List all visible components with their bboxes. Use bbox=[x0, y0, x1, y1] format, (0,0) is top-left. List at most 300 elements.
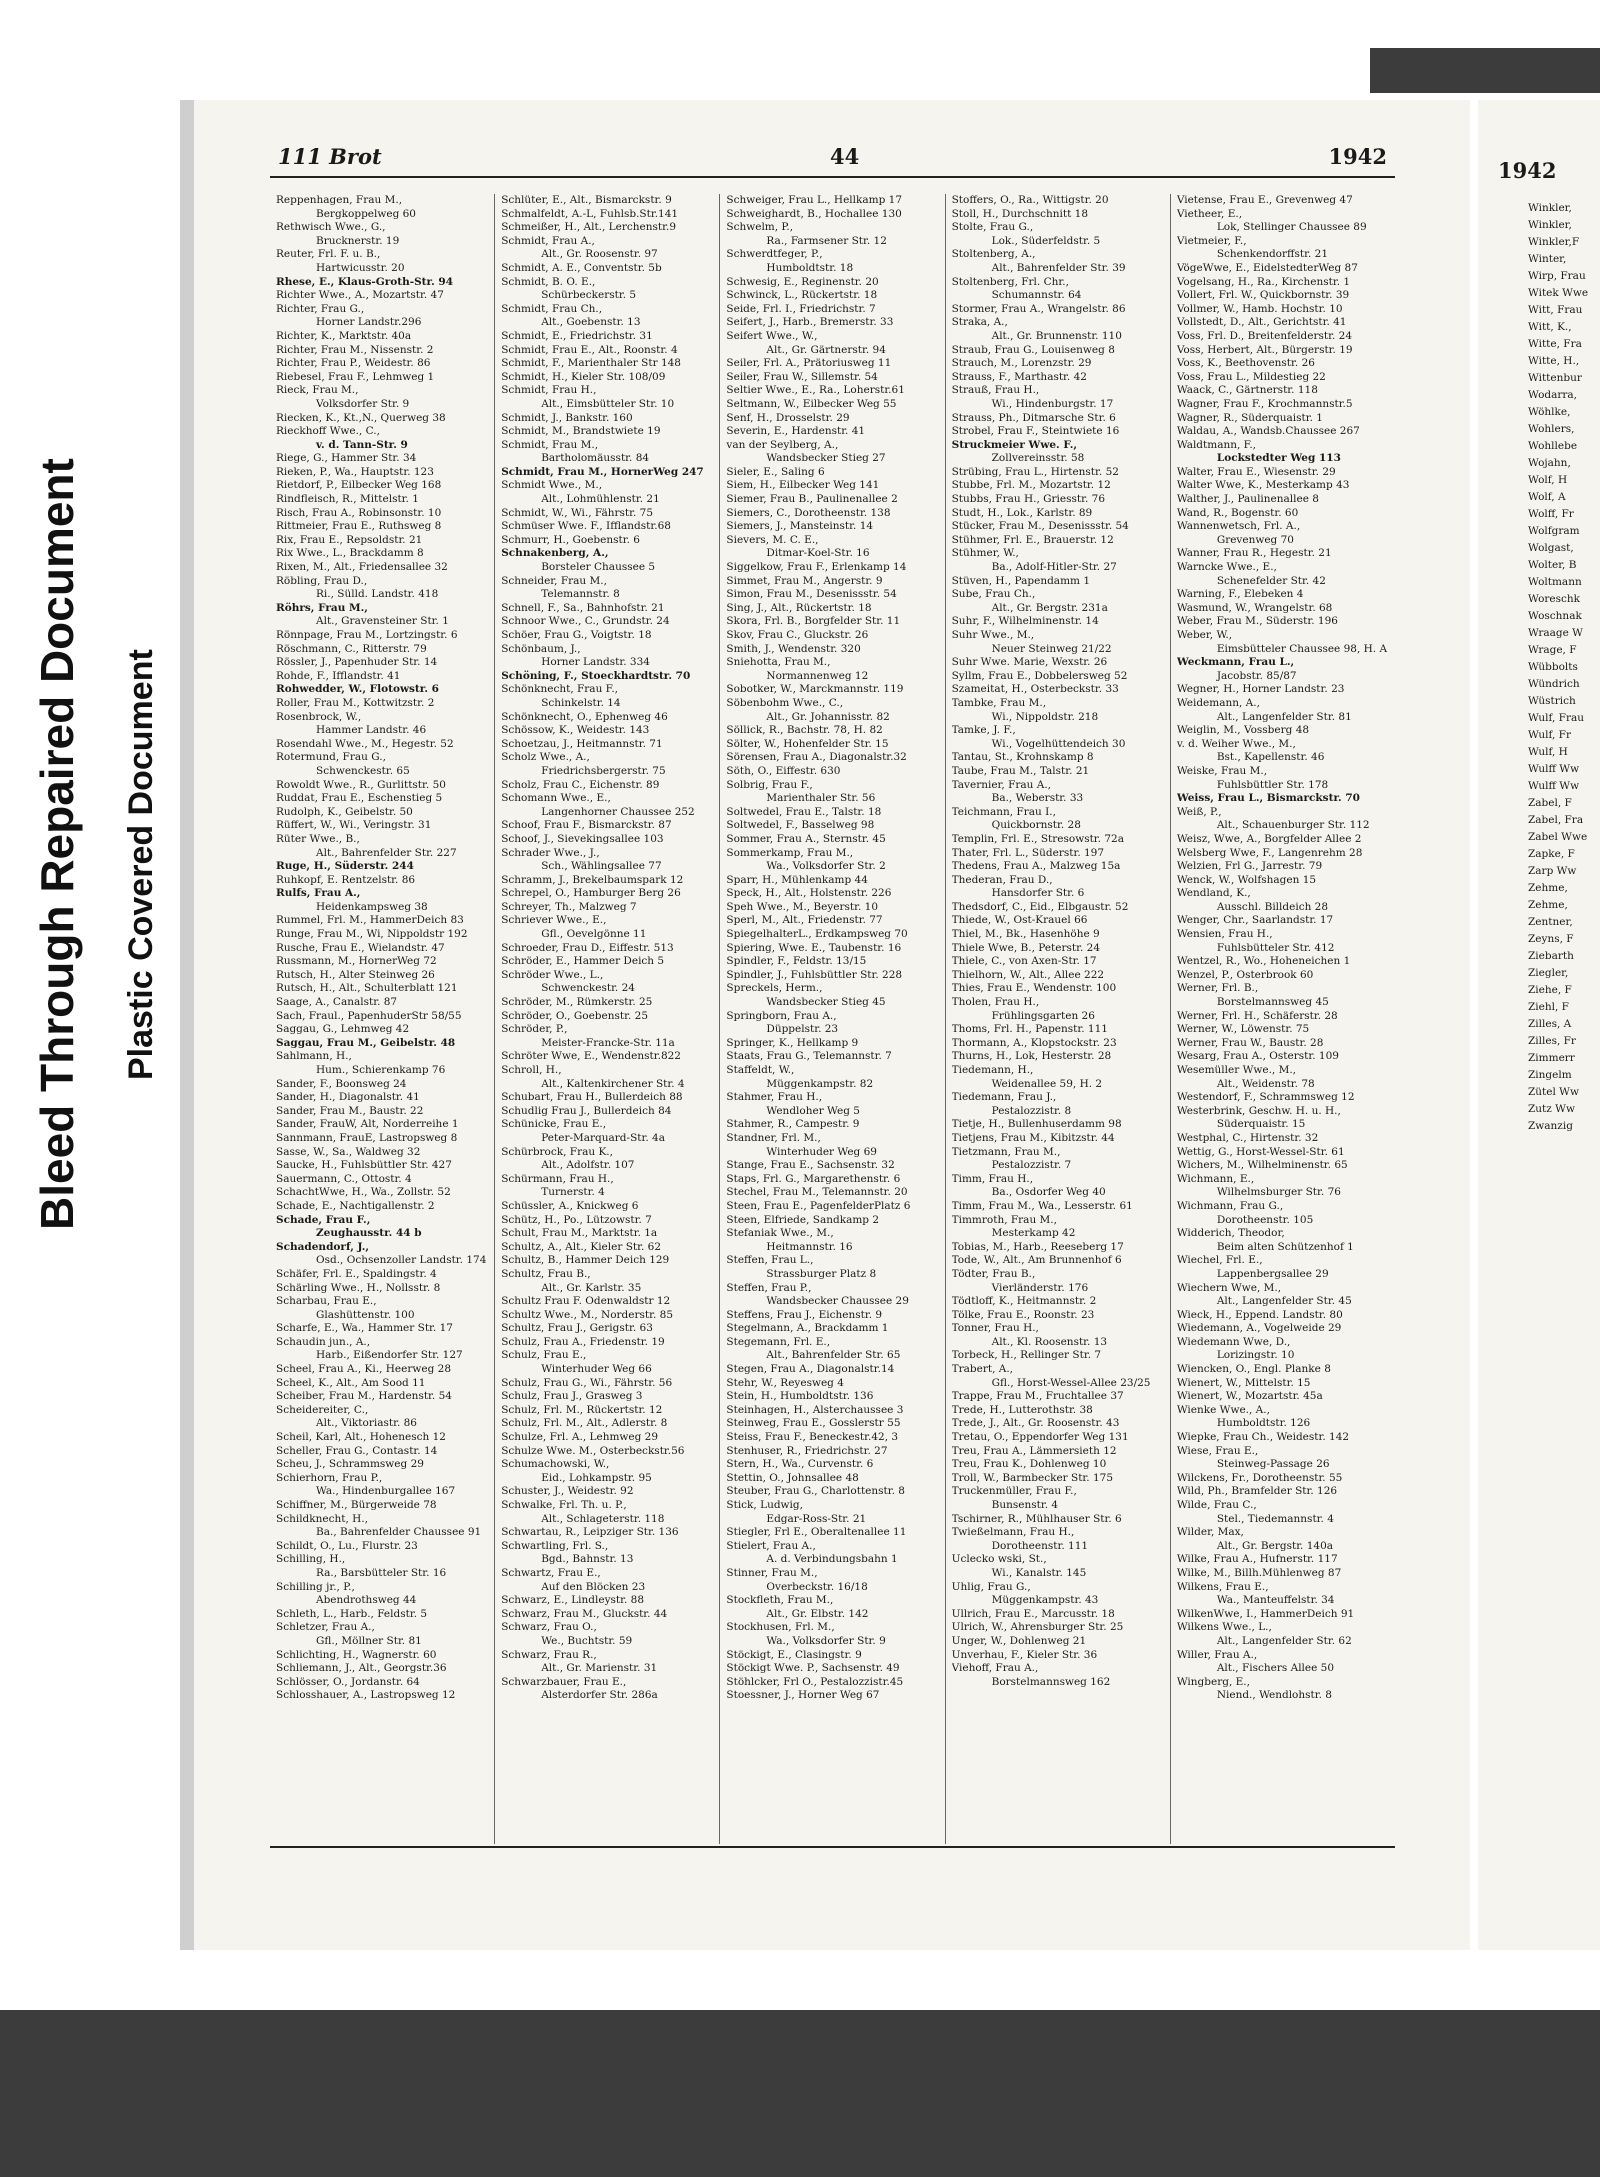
directory-entry: Seltmann, W., Eilbecker Weg 55 bbox=[726, 397, 897, 410]
directory-entry: Alt., Gr. Elbstr. 142 bbox=[766, 1607, 869, 1620]
directory-entry: Schwartling, Frl. S., bbox=[501, 1539, 609, 1552]
directory-entry: Rohwedder, W., Flotowstr. 6 bbox=[276, 683, 439, 696]
directory-entry: Stegen, Frau A., Diagonalstr.14 bbox=[726, 1363, 895, 1376]
directory-entry: Horner Landstr.296 bbox=[316, 316, 422, 329]
directory-entry: Uclecko wski, St., bbox=[951, 1553, 1047, 1566]
directory-entry: Schweighardt, B., Hochallee 130 bbox=[726, 207, 902, 220]
directory-entry: Schneider, Frau M., bbox=[501, 574, 607, 587]
directory-entry: Gfl., Horst-Wessel-Allee 23/25 bbox=[991, 1376, 1151, 1389]
directory-entry: v. d. Weiher Wwe., M., bbox=[1176, 737, 1296, 750]
directory-entry: Trede, J., Alt., Gr. Roosenstr. 43 bbox=[951, 1417, 1120, 1430]
directory-entry: Wieck, H., Eppend. Landstr. 80 bbox=[1176, 1308, 1343, 1321]
directory-entry: Stegemann, Frl. E., bbox=[726, 1335, 831, 1348]
adjacent-page-entry: Zentner, bbox=[1528, 916, 1573, 928]
directory-entry: Wiedemann, A., Vogelweide 29 bbox=[1176, 1322, 1342, 1335]
adjacent-page-entry: Ziehe, F bbox=[1528, 984, 1572, 996]
directory-entry: Tietzmann, Frau M., bbox=[951, 1145, 1061, 1158]
directory-entry: Stüven, H., Papendamm 1 bbox=[951, 574, 1091, 587]
adjacent-page-entry: Zingelm bbox=[1528, 1069, 1572, 1081]
adjacent-page-entry: Witt, K., bbox=[1528, 321, 1572, 333]
directory-entry: Normannenweg 12 bbox=[766, 669, 869, 682]
directory-entry: Thederan, Frau D., bbox=[951, 873, 1053, 886]
directory-entry: Dorotheenstr. 105 bbox=[1216, 1213, 1314, 1226]
directory-entry: Stoll, H., Durchschnitt 18 bbox=[951, 207, 1089, 220]
directory-entry: Rulfs, Frau A., bbox=[276, 887, 361, 900]
directory-entry: v. d. Tann-Str. 9 bbox=[316, 438, 408, 451]
directory-entry: Wendloher Weg 5 bbox=[766, 1104, 860, 1117]
adjacent-page-entry: Zehme, bbox=[1528, 882, 1568, 894]
directory-entry: Risch, Frau A., Robinsonstr. 10 bbox=[276, 506, 442, 519]
directory-entry: Siemers, C., Dorotheenstr. 138 bbox=[726, 506, 891, 519]
directory-entry: Wiechel, Frl. E., bbox=[1176, 1254, 1263, 1267]
directory-entry: Stöhlcker, Frl O., Pestalozzistr.45 bbox=[726, 1675, 904, 1688]
adjacent-page-year: 1942 bbox=[1498, 158, 1557, 183]
directory-entry: Mesterkamp 42 bbox=[991, 1227, 1076, 1240]
directory-entry: Schärling Wwe., H., Nollsstr. 8 bbox=[276, 1281, 441, 1294]
directory-entry: Osd., Ochsenzoller Landstr. 174 bbox=[316, 1254, 487, 1267]
directory-entry: Schade, Frau F., bbox=[276, 1213, 371, 1226]
directory-entry: Stormer, Frau A., Wrangelstr. 86 bbox=[951, 302, 1126, 315]
directory-entry: Schriever Wwe., E., bbox=[501, 914, 607, 927]
directory-entry: Steinweg, Frau E., Gosslerstr 55 bbox=[726, 1417, 901, 1430]
directory-entry: Röbling, Frau D., bbox=[276, 574, 368, 587]
adjacent-page-entry: Wulf, Fr bbox=[1528, 729, 1571, 741]
adjacent-page-entry: Zabel, F bbox=[1528, 797, 1572, 809]
directory-entry: Schumachowski, W., bbox=[501, 1458, 610, 1471]
directory-entry: Schulz, Frl. M., Alt., Adlerstr. 8 bbox=[501, 1417, 668, 1430]
directory-entry: Unverhau, F., Kieler Str. 36 bbox=[951, 1648, 1098, 1661]
directory-entry: Twießelmann, Frau H., bbox=[951, 1526, 1075, 1539]
directory-entry: Schulz, Frau A., Friedenstr. 19 bbox=[501, 1335, 665, 1348]
directory-entry: Abendrothsweg 44 bbox=[316, 1594, 417, 1607]
directory-entry: Schmidt, Frau M., bbox=[501, 438, 599, 451]
directory-entry: Scheidereiter, C., bbox=[276, 1403, 369, 1416]
directory-entry: Alt., Gravensteiner Str. 1 bbox=[316, 615, 449, 628]
adjacent-page-entry: Witt, Frau bbox=[1528, 304, 1583, 316]
directory-entry: Wasmund, W., Wrangelstr. 68 bbox=[1176, 601, 1333, 614]
directory-entry: Syllm, Frau E., Dobbelersweg 52 bbox=[951, 669, 1128, 682]
directory-entry: Rix Wwe., L., Brackdamm 8 bbox=[276, 547, 424, 560]
adjacent-page-entry: Wolgast, bbox=[1528, 542, 1574, 554]
directory-entry: Rieken, P., Wa., Hauptstr. 123 bbox=[276, 465, 434, 478]
directory-entry: Richter Wwe., A., Mozartstr. 47 bbox=[276, 289, 444, 302]
directory-entry: Staffeldt, W., bbox=[726, 1064, 795, 1076]
directory-entry: Rössler, J., Papenhuder Str. 14 bbox=[276, 656, 438, 669]
directory-entry: Schulze, Frl. A., Lehmweg 29 bbox=[501, 1431, 659, 1444]
directory-entry: Alt., Schlageterstr. 118 bbox=[541, 1512, 665, 1525]
header-page-number: 44 bbox=[830, 144, 860, 169]
directory-entry: Schadendorf, J., bbox=[276, 1240, 370, 1253]
directory-entry: Schoetzau, J., Heitmannstr. 71 bbox=[501, 737, 663, 750]
adjacent-page-entry: Winkler,F bbox=[1528, 236, 1580, 248]
adjacent-page-entry: Zeyns, F bbox=[1528, 933, 1574, 945]
directory-entry: Schönknecht, O., Ephenweg 46 bbox=[501, 710, 668, 723]
directory-entry: Schmidt, Frau A., bbox=[501, 234, 595, 247]
directory-entry: Springborn, Frau A., bbox=[726, 1009, 837, 1022]
directory-entry: Stücker, Frau M., Desenissstr. 54 bbox=[951, 520, 1129, 533]
adjacent-page-entries bbox=[1528, 200, 1600, 1135]
directory-entry: Ra., Farmsener Str. 12 bbox=[766, 234, 887, 247]
directory-entry: Thormann, A., Klopstockstr. 23 bbox=[951, 1036, 1117, 1049]
directory-entry: Schwalke, Frl. Th. u. P., bbox=[501, 1499, 627, 1511]
adjacent-page-entry: Wulff Ww bbox=[1528, 763, 1580, 775]
directory-entry: Russmann, M., HornerWeg 72 bbox=[276, 955, 437, 968]
directory-entry: Stoltenberg, A., bbox=[951, 248, 1036, 261]
directory-entry: Ulrich, W., Ahrensburger Str. 25 bbox=[951, 1621, 1124, 1634]
directory-entry: Schoof, Frau F., Bismarckstr. 87 bbox=[501, 819, 672, 832]
directory-entry: Schulz, Frau E., bbox=[501, 1349, 587, 1362]
adjacent-page-entry: Woschnak bbox=[1528, 610, 1582, 622]
directory-entry: Tode, W., Alt., Am Brunnenhof 6 bbox=[951, 1254, 1122, 1267]
adjacent-page-entry: Wojahn, bbox=[1528, 457, 1571, 469]
directory-entry: Schaudin jun., A., bbox=[276, 1335, 371, 1348]
directory-entry: Werner, Frl. H., Schäferstr. 28 bbox=[1176, 1009, 1338, 1022]
directory-entry: Wagner, R., Süderquaistr. 1 bbox=[1176, 411, 1323, 424]
directory-entry: Rudolph, K., Geibelstr. 50 bbox=[276, 805, 413, 818]
directory-entry: Fuhlsbüttler Str. 178 bbox=[1216, 778, 1329, 791]
directory-entry: Suhr, F., Wilhelminenstr. 14 bbox=[951, 615, 1099, 628]
directory-entry: SpiegelhalterL., Erdkampsweg 70 bbox=[726, 928, 908, 941]
directory-entry: Wiepke, Frau Ch., Weidestr. 142 bbox=[1176, 1431, 1350, 1444]
directory-entry: Schulze Wwe. M., Osterbeckstr.56 bbox=[501, 1444, 685, 1457]
directory-entry: Tietjens, Frau M., Kibitzstr. 44 bbox=[951, 1131, 1115, 1144]
directory-entry: Voss, Herbert, Alt., Bürgerstr. 19 bbox=[1176, 343, 1353, 356]
directory-entry: Wa., Volksdorfer Str. 2 bbox=[766, 860, 886, 873]
directory-entry: Schmidt, B. O. E., bbox=[501, 275, 596, 288]
directory-entry: Pestalozzistr. 7 bbox=[991, 1159, 1072, 1172]
directory-entry: Wiedemann Wwe, D., bbox=[1176, 1335, 1291, 1348]
directory-entry: Scharbau, Frau E., bbox=[276, 1295, 377, 1308]
directory-entry: Seiler, Frau W., Sillemstr. 54 bbox=[726, 370, 878, 383]
directory-entry: Unger, W., Dohlenweg 21 bbox=[951, 1634, 1087, 1647]
directory-entry: Spiering, Wwe. E., Taubenstr. 16 bbox=[726, 941, 902, 954]
directory-entry: Tholen, Frau H., bbox=[951, 996, 1040, 1009]
directory-entry: Stühmer, Frl. E., Brauerstr. 12 bbox=[951, 533, 1114, 546]
directory-entry: Werner, Frl. B., bbox=[1176, 982, 1259, 995]
adjacent-page-entry: Zapke, F bbox=[1528, 848, 1575, 860]
directory-entry: Schröder, P., bbox=[501, 1023, 568, 1036]
directory-entry: Weisz, Wwe, A., Borgfelder Allee 2 bbox=[1176, 832, 1362, 845]
directory-entry: Stubbs, Frau H., Griesstr. 76 bbox=[951, 493, 1106, 506]
directory-entry: Schenefelder Str. 42 bbox=[1216, 574, 1326, 587]
directory-entry: Lorizingstr. 10 bbox=[1216, 1349, 1295, 1362]
directory-entry: Weiß, P., bbox=[1176, 805, 1222, 818]
directory-entry: Scholz, Frau C., Eichenstr. 89 bbox=[501, 778, 660, 791]
directory-entry: Steiss, Frau F., Beneckestr.42, 3 bbox=[726, 1431, 899, 1444]
directory-entry: Harb., Eißendorfer Str. 127 bbox=[316, 1349, 463, 1362]
directory-entry: Sasse, W., Sa., Waldweg 32 bbox=[276, 1145, 421, 1158]
directory-entry: Sparr, H., Mühlenkamp 44 bbox=[726, 873, 868, 886]
directory-entry: Alt., Bahrenfelder Str. 65 bbox=[766, 1349, 901, 1362]
directory-entry: We., Buchtstr. 59 bbox=[541, 1634, 633, 1647]
directory-entry: Wienert, W., Mittelstr. 15 bbox=[1176, 1376, 1311, 1389]
directory-entry: Scheel, K., Alt., Am Sood 11 bbox=[276, 1376, 426, 1389]
directory-entry: Alt., Gr. Bergstr. 231a bbox=[991, 601, 1108, 614]
directory-entry: Strauss, Ph., Ditmarsche Str. 6 bbox=[951, 411, 1116, 424]
directory-entry: Senf, H., Drosselstr. 29 bbox=[726, 411, 850, 424]
directory-entry: Scheil, Karl, Alt., Hohenesch 12 bbox=[276, 1431, 446, 1444]
directory-entry: Wilckens, Fr., Dorotheenstr. 55 bbox=[1176, 1471, 1343, 1484]
directory-entry: Stehr, W., Reyesweg 4 bbox=[726, 1376, 844, 1389]
directory-entry: Alt., Gr. Johannisstr. 82 bbox=[766, 710, 890, 723]
directory-entry: Troll, W., Barmbecker Str. 175 bbox=[951, 1471, 1114, 1484]
directory-entry: Schwelm, P., bbox=[726, 221, 794, 234]
directory-entry: Schröder, O., Goebenstr. 25 bbox=[501, 1009, 648, 1022]
directory-entry: Alt., Viktoriastr. 86 bbox=[316, 1417, 417, 1430]
directory-entry: Schönknecht, Frau F., bbox=[501, 683, 618, 696]
directory-entry: Schleth, L., Harb., Feldstr. 5 bbox=[276, 1607, 428, 1620]
directory-entry: Wilkens, Frau E., bbox=[1176, 1580, 1269, 1593]
adjacent-page-entry: Zwanzig bbox=[1528, 1120, 1573, 1132]
directory-entry: Schwartz, Frau E., bbox=[501, 1566, 601, 1579]
directory-entry: Schnakenberg, A., bbox=[501, 547, 609, 560]
directory-entry: Eimsbütteler Chaussee 98, H. A bbox=[1216, 642, 1388, 655]
adjacent-page-entry: Wulf, H bbox=[1528, 746, 1568, 758]
directory-entry: Rotermund, Frau G., bbox=[276, 751, 386, 764]
directory-entry: Stöckigt Wwe. P., Sachsenstr. 49 bbox=[726, 1662, 900, 1675]
directory-entry: Schultz, A., Alt., Kieler Str. 62 bbox=[501, 1240, 662, 1253]
directory-entry: Ra., Barsbütteler Str. 16 bbox=[316, 1566, 447, 1579]
adjacent-page-entry: Wohlers, bbox=[1528, 423, 1575, 435]
directory-entry: Schmidt, A. E., Conventstr. 5b bbox=[501, 261, 662, 274]
directory-entry: Reppenhagen, Frau M., bbox=[276, 194, 403, 206]
directory-entry: Scheller, Frau G., Contastr. 14 bbox=[276, 1444, 438, 1457]
directory-entry: Struckmeier Wwe. F., bbox=[951, 438, 1078, 451]
directory-entry: Szameitat, H., Osterbeckstr. 33 bbox=[951, 683, 1119, 696]
adjacent-page-entry: Zilles, A bbox=[1528, 1018, 1572, 1030]
directory-entry: Schmidt, H., Kieler Str. 108/09 bbox=[501, 370, 666, 383]
scan-edge-bottom-strip bbox=[0, 2010, 1600, 2177]
directory-entry: Gfl., Möllner Str. 81 bbox=[316, 1634, 422, 1647]
adjacent-page-entry: Zutz Ww bbox=[1528, 1103, 1575, 1115]
side-label-secondary: Plastic Covered Document bbox=[122, 649, 160, 1080]
directory-entry: Tavernier, Frau A., bbox=[951, 778, 1052, 791]
directory-entry: Warning, F., Elebeken 4 bbox=[1176, 588, 1304, 601]
directory-entry: Meister-Francke-Str. 11a bbox=[541, 1036, 675, 1049]
side-label-primary: Bleed Through Repaired Document bbox=[31, 458, 83, 1230]
directory-entry: Schlosshauer, A., Lastropsweg 12 bbox=[276, 1689, 456, 1702]
directory-entry: Zollvereinsstr. 58 bbox=[991, 452, 1085, 465]
directory-entry: Wa., Hindenburgallee 167 bbox=[316, 1485, 456, 1498]
directory-entry: Stettin, O., Johnsallee 48 bbox=[726, 1471, 859, 1484]
directory-entry: Schlichting, H., Wagnerstr. 60 bbox=[276, 1648, 437, 1661]
directory-entry: Alt., Goebenstr. 13 bbox=[541, 316, 641, 329]
directory-entry: Bunsenstr. 4 bbox=[991, 1499, 1059, 1511]
directory-entry: Rowoldt Wwe., R., Gurlittstr. 50 bbox=[276, 778, 446, 791]
directory-entry: Söllick, R., Bachstr. 78, H. 82 bbox=[726, 724, 883, 737]
directory-entry: Rethwisch Wwe., G., bbox=[276, 221, 386, 234]
directory-entry: Alt., Gr. Roosenstr. 97 bbox=[541, 248, 658, 261]
directory-entry: Steinhagen, H., Alsterchaussee 3 bbox=[726, 1403, 904, 1416]
directory-entry: Schmüser Wwe. F., Ifflandstr.68 bbox=[501, 520, 671, 533]
directory-entry: Wienert, W., Mozartstr. 45a bbox=[1176, 1390, 1323, 1403]
directory-entry: Sörensen, Frau A., Diagonalstr.32 bbox=[726, 751, 907, 764]
adjacent-page-entry: Wohllebe bbox=[1528, 440, 1578, 452]
directory-entry: Rindfleisch, R., Mittelstr. 1 bbox=[276, 493, 419, 506]
directory-entry: Wenger, Chr., Saarlandstr. 17 bbox=[1176, 914, 1334, 927]
directory-entry: Weidenallee 59, H. 2 bbox=[991, 1077, 1103, 1090]
adjacent-page-entry: Wolf, A bbox=[1528, 491, 1566, 503]
directory-entry: Sahlmann, H., bbox=[276, 1050, 352, 1063]
directory-entry: Saage, A., Canalstr. 87 bbox=[276, 996, 398, 1009]
directory-entry: Rusche, Frau E., Wielandstr. 47 bbox=[276, 941, 445, 954]
directory-entry: Schrepel, O., Hamburger Berg 26 bbox=[501, 887, 681, 900]
directory-entry: Wagner, Frau F., Krochmannstr.5 bbox=[1176, 397, 1353, 410]
directory-entry: Schiffner, M., Bürgerweide 78 bbox=[276, 1499, 437, 1511]
directory-entry: Pestalozzistr. 8 bbox=[991, 1104, 1072, 1117]
directory-entry: Sing, J., Alt., Rückertstr. 18 bbox=[726, 601, 872, 614]
directory-entry: Walter Wwe, K., Mesterkamp 43 bbox=[1176, 479, 1350, 492]
directory-entry: Waack, C., Gärtnerstr. 118 bbox=[1176, 384, 1318, 397]
directory-entry: Schoof, J., Sievekingsallee 103 bbox=[501, 832, 664, 845]
directory-entry: Ruhkopf, E. Rentzelstr. 86 bbox=[276, 873, 416, 886]
directory-entry: Stühmer, W., bbox=[951, 547, 1019, 560]
directory-entry: Schmalfeldt, A.-L, Fuhlsb.Str.141 bbox=[501, 207, 679, 220]
directory-entry: Voss, K., Beethovenstr. 26 bbox=[1176, 357, 1315, 370]
directory-entry: SchachtWwe, H., Wa., Zollstr. 52 bbox=[276, 1186, 451, 1199]
adjacent-page-entry: Ziebarth bbox=[1528, 950, 1574, 962]
directory-entry: Wettig, G., Horst-Wessel-Str. 61 bbox=[1176, 1145, 1345, 1158]
directory-entry: Schmidt, M., Brandstwiete 19 bbox=[501, 425, 661, 438]
directory-entry: Wa., Manteuffelstr. 34 bbox=[1216, 1594, 1335, 1607]
directory-entry: Spindler, J., Fuhlsbüttler Str. 228 bbox=[726, 968, 903, 981]
adjacent-page-entry: Witte, Fra bbox=[1528, 338, 1582, 350]
directory-entry: Richter, Frau P., Weidestr. 86 bbox=[276, 357, 431, 370]
directory-entry: Schwarz, Frau R., bbox=[501, 1648, 597, 1661]
directory-entry: Tiedemann, H., bbox=[951, 1064, 1034, 1076]
directory-entry: Siemers, J., Mansteinstr. 14 bbox=[726, 520, 874, 533]
adjacent-page-entry: Zabel Wwe bbox=[1528, 831, 1588, 843]
directory-entry: Rixen, M., Alt., Friedensallee 32 bbox=[276, 561, 448, 574]
directory-entry: Trede, H., Lutterothstr. 38 bbox=[951, 1403, 1093, 1416]
directory-entry: Vollstedt, D., Alt., Gerichtstr. 41 bbox=[1176, 316, 1347, 329]
directory-entry: Stefaniak Wwe., M., bbox=[726, 1227, 834, 1240]
directory-entry: Schult, Frau M., Marktstr. 1a bbox=[501, 1227, 658, 1240]
directory-entry: Richter, Frau G., bbox=[276, 302, 365, 315]
directory-entry: Ruddat, Frau E., Eschenstieg 5 bbox=[276, 792, 443, 805]
directory-entry: Schürmann, Frau H., bbox=[501, 1172, 614, 1185]
directory-entry: Wilkens Wwe., L., bbox=[1176, 1621, 1272, 1634]
page-header bbox=[270, 142, 1395, 178]
directory-entry: Borstelmannsweg 45 bbox=[1216, 996, 1329, 1009]
directory-entry: Wichmann, Frau G., bbox=[1176, 1199, 1284, 1212]
directory-entry: Trabert, A., bbox=[951, 1363, 1013, 1376]
directory-entry: Sommer, Frau A., Sternstr. 45 bbox=[726, 832, 886, 845]
header-year: 1942 bbox=[1328, 144, 1387, 169]
directory-entry: Sperl, M., Alt., Friedenstr. 77 bbox=[726, 914, 883, 927]
directory-entry: Suhr Wwe. Marie, Wexstr. 26 bbox=[951, 656, 1108, 669]
directory-entry: Weidemann, A., bbox=[1176, 696, 1260, 709]
directory-entry: Sach, Fraul., PapenhuderStr 58/55 bbox=[276, 1009, 462, 1022]
directory-entry: Weiglin, M., Vossberg 48 bbox=[1176, 724, 1310, 737]
directory-entry: Alt., Gr. Gärtnerstr. 94 bbox=[766, 343, 886, 356]
directory-entry: VögeWwe, E., EidelstedterWeg 87 bbox=[1176, 261, 1358, 274]
adjacent-page-entry: Wöhlke, bbox=[1528, 406, 1571, 418]
directory-entry: Stick, Ludwig, bbox=[726, 1499, 803, 1511]
adjacent-page-entry: Wulf, Frau bbox=[1528, 712, 1585, 724]
directory-entry: Wiencken, O., Engl. Planke 8 bbox=[1176, 1363, 1331, 1376]
directory-entry: Tantau, St., Krohnskamp 8 bbox=[951, 751, 1094, 764]
directory-entry: Düppelstr. 23 bbox=[766, 1023, 839, 1036]
directory-entry: Stegelmann, A., Brackdamm 1 bbox=[726, 1322, 889, 1335]
adjacent-page-entry: Winkler, bbox=[1528, 219, 1572, 231]
directory-entry: Schenkendorffstr. 21 bbox=[1216, 248, 1328, 261]
directory-entry: Wilhelmsburger Str. 76 bbox=[1216, 1186, 1341, 1199]
directory-entry: Wandsbecker Stieg 45 bbox=[766, 996, 886, 1009]
directory-entry: Bgd., Bahnstr. 13 bbox=[541, 1553, 634, 1566]
directory-entry: Schröter Wwe, E., Wendenstr.822 bbox=[501, 1050, 681, 1063]
directory-entry: Müggenkampstr. 43 bbox=[991, 1594, 1099, 1607]
directory-entry: Schröder, E., Hammer Deich 5 bbox=[501, 955, 665, 968]
directory-column bbox=[270, 194, 495, 1844]
directory-entry: Seiler, Frl. A., Prätoriusweg 11 bbox=[726, 357, 892, 370]
adjacent-page-entry: Zabel, Fra bbox=[1528, 814, 1584, 826]
directory-entry: Siggelkow, Frau F., Erlenkamp 14 bbox=[726, 561, 907, 574]
directory-entry: Studt, H., Lok., Karlstr. 89 bbox=[951, 506, 1093, 519]
directory-entry: Wendland, K., bbox=[1176, 887, 1251, 900]
directory-entry: Ba., Bahrenfelder Chaussee 91 bbox=[316, 1526, 482, 1539]
directory-entry: Schierhorn, Frau P., bbox=[276, 1471, 383, 1484]
directory-entry: Winterhuder Weg 69 bbox=[766, 1145, 877, 1158]
directory-entry: Fuhlsbütteler Str. 412 bbox=[1216, 941, 1335, 954]
directory-entry: Alt., Bahrenfelder Str. 227 bbox=[316, 846, 457, 859]
directory-entry: Telemannstr. 8 bbox=[541, 588, 620, 601]
adjacent-page-entry: Wirp, Frau bbox=[1528, 270, 1586, 282]
directory-entry: Schütz, H., Po., Lützowstr. 7 bbox=[501, 1213, 652, 1226]
adjacent-page-entry: Wündrich bbox=[1528, 678, 1580, 690]
directory-entry: Westendorf, F., Schrammsweg 12 bbox=[1176, 1091, 1355, 1104]
directory-entry: Hum., Schierenkamp 76 bbox=[316, 1064, 446, 1076]
directory-entry: Springer, K., Hellkamp 9 bbox=[726, 1036, 859, 1049]
directory-entry: Strauss, F., Marthastr. 42 bbox=[951, 370, 1087, 383]
directory-entry: Lok, Stellinger Chaussee 89 bbox=[1216, 221, 1367, 234]
directory-entry: Rutsch, H., Alter Steinweg 26 bbox=[276, 968, 435, 981]
directory-entry: Wi., Vogelhüttendeich 30 bbox=[991, 737, 1126, 750]
directory-entry: Rüffert, W., Wi., Veringstr. 31 bbox=[276, 819, 432, 832]
directory-entry: Thiede, W., Ost-Krauel 66 bbox=[951, 914, 1088, 927]
directory-entry: Auf den Blöcken 23 bbox=[541, 1580, 646, 1593]
directory-entry: Glashüttenstr. 100 bbox=[316, 1308, 415, 1321]
directory-entry: Schröder, M., Rümkerstr. 25 bbox=[501, 996, 653, 1009]
directory-entry: Weber, W., bbox=[1176, 629, 1233, 641]
adjacent-page-entry: Witek Wwe bbox=[1528, 287, 1589, 299]
directory-entry: Thielhorn, W., Alt., Allee 222 bbox=[951, 968, 1105, 981]
directory-entry: Sander, H., Diagonalstr. 41 bbox=[276, 1091, 420, 1104]
directory-entry: Schwarzbauer, Frau E., bbox=[501, 1675, 627, 1688]
directory-entry: Schultz, Frau B., bbox=[501, 1267, 591, 1280]
directory-entry: Rohde, F., Ifflandstr. 41 bbox=[276, 669, 401, 682]
directory-entry: Runge, Frau M., Wi, Nippoldstr 192 bbox=[276, 928, 468, 941]
adjacent-page-entry: Wüstrich bbox=[1528, 695, 1576, 707]
directory-entry: Riecken, K., Kt.,N., Querweg 38 bbox=[276, 411, 446, 424]
directory-entry: Thoms, Frl. H., Papenstr. 111 bbox=[951, 1023, 1108, 1036]
directory-entry: Strobel, Frau F., Steintwiete 16 bbox=[951, 425, 1120, 438]
adjacent-page-entry: Winkler, bbox=[1528, 202, 1572, 214]
directory-entry: Alt., Gr. Brunnenstr. 110 bbox=[991, 329, 1122, 342]
directory-entry: Alt., Eimsbütteler Str. 10 bbox=[541, 397, 675, 410]
directory-entry: Saggau, Frau M., Geibelstr. 48 bbox=[276, 1036, 456, 1049]
directory-entry: Turnerstr. 4 bbox=[541, 1186, 605, 1199]
directory-entry: A. d. Verbindungsbahn 1 bbox=[766, 1553, 898, 1566]
directory-entry: Strassburger Platz 8 bbox=[766, 1267, 877, 1280]
directory-entry: Voss, Frl. D., Breitenfelderstr. 24 bbox=[1176, 329, 1353, 342]
directory-entry: Tonner, Frau H., bbox=[951, 1322, 1039, 1335]
directory-entry: Stubbe, Frl. M., Mozartstr. 12 bbox=[951, 479, 1111, 492]
directory-entry: Taube, Frau M., Talstr. 21 bbox=[951, 764, 1090, 777]
directory-entry: Thedens, Frau A., Malzweg 15a bbox=[951, 860, 1121, 873]
directory-entry: Simon, Frau M., Desenissstr. 54 bbox=[726, 588, 897, 601]
directory-entry: van der Seylberg, A., bbox=[726, 438, 839, 451]
